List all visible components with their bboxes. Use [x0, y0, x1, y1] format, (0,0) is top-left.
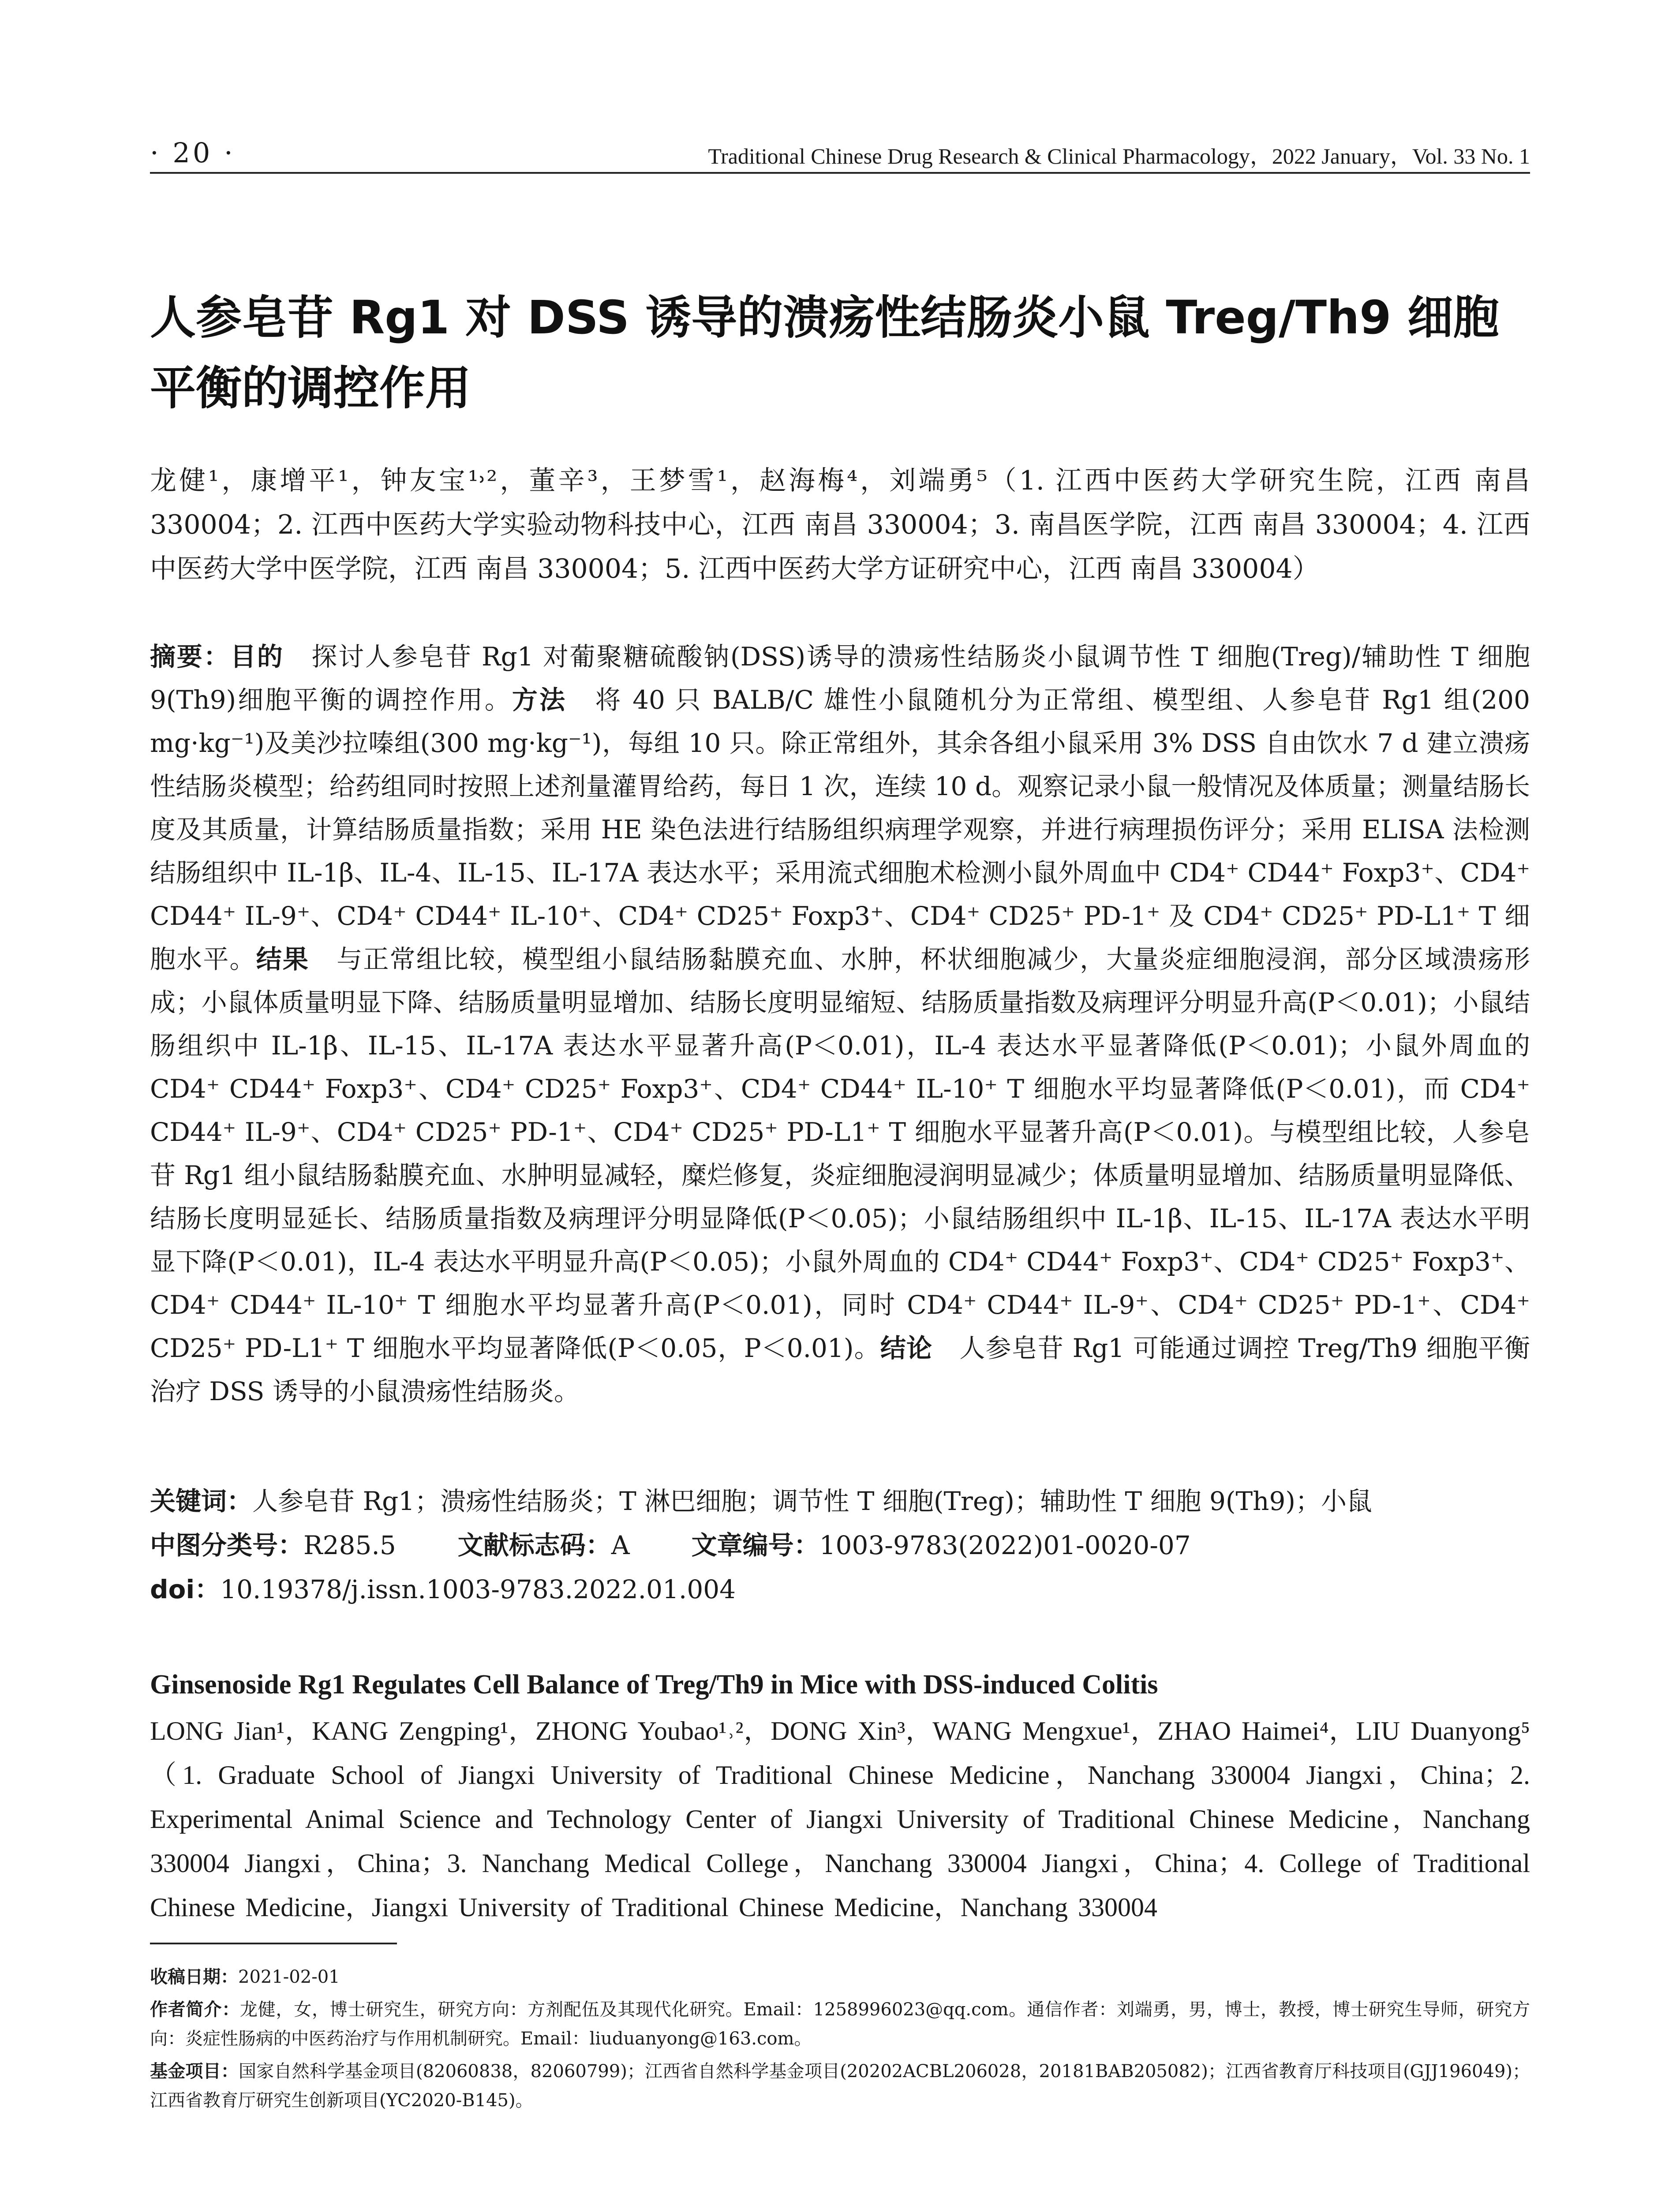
results-text: 与正常组比较，模型组小鼠结肠黏膜充血、水肿，杯状细胞减少，大量炎症细胞浸润，部分区域溃疡形成；小鼠体质量明显下降、结肠质量明显增加、结肠长度明显缩短、结肠质量指数及病理评分明显升高(P＜0.01)；小鼠结肠组织中 IL-1β、IL-15、IL-17A 表达水平显著升高(P＜0.01)，IL-4 表达水平显著降低(P＜0.01)；小鼠外周血的 CD4⁺ CD44⁺ Foxp3⁺、CD4⁺ CD25⁺ Foxp3⁺、CD4⁺ CD44⁺ IL-10⁺ T 细胞水平均显著降低(P＜0.01)，而 CD4⁺ CD44⁺ IL-9⁺、CD4⁺ CD25⁺ PD-1⁺、CD4⁺ CD25⁺ PD-L1⁺ T 细胞水平显著升高(P＜0.01)。与模型组比较，人参皂苷 Rg1 组小鼠结肠黏膜充血、水肿明显减轻，糜烂修复，炎症细胞浸润明显减少；体质量明显增加、结肠质量明显降低、结肠长度明显延长、结肠质量指数及病理评分明显降低(P＜0.05)；小鼠结肠组织中 IL-1β、IL-15、IL-17A 表达水平明显下降(P＜0.01)，IL-4 表达水平明显升高(P＜0.05)；小鼠外周血的 CD4⁺ CD44⁺ Foxp3⁺、CD4⁺ CD25⁺ Foxp3⁺、CD4⁺ CD44⁺ IL-10⁺ T 细胞水平均显著升高(P＜0.01)，同时 CD4⁺ CD44⁺ IL-9⁺、CD4⁺ CD25⁺ PD-1⁺、CD4⁺ CD25⁺ PD-L1⁺ T 细胞水平均显著降低(P＜0.05，P＜0.01)。: [150, 944, 1530, 1363]
clc-value: R285.5: [303, 1530, 396, 1560]
bio-label: 作者简介：: [150, 1999, 240, 2020]
conclusion-text: 人参皂苷 Rg1 可能通过调控 Treg/Th9 细胞平衡治疗 DSS 诱导的小鼠溃疡性结肠炎。: [150, 1333, 1530, 1406]
results-label: 结果: [256, 944, 310, 974]
english-authors: LONG Jian¹，KANG Zengping¹，ZHONG Youbao¹˒²，DONG Xin³，WANG Mengxue¹，ZHAO Haimei⁴，LIU Duanyong⁵（1. Graduate School of Jiangxi University of Traditional Chinese Medicine，Nanchang 330004 Jiangxi，China；2. Experimental Animal Science and Technology Center of Jiangxi University of Traditional Chinese Medicine，Nanchang 330004 Jiangxi，China；3. Nanchang Medical College，Nanchang 330004 Jiangxi，China；4. College of Traditional Chinese Medicine，Jiangxi University of Traditional Chinese Medicine，Nanchang 330004: [150, 1716, 1530, 1922]
fund-label: 基金项目：: [150, 2061, 239, 2082]
received-date: [150, 1962, 1530, 1992]
keywords-line: [150, 1480, 1530, 1523]
keywords-value: 人参皂苷 Rg1；溃疡性结肠炎；T 淋巴细胞；调节性 T 细胞(Treg)；辅助性 T 细胞 9(Th9)；小鼠: [252, 1486, 1373, 1516]
clc-label: 中图分类号：: [150, 1530, 304, 1560]
author-affiliations: 龙健¹，康增平¹，钟友宝¹˒²，董辛³，王梦雪¹，赵海梅⁴，刘端勇⁵（1. 江西中医药大学研究生院，江西 南昌 330004；2. 江西中医药大学实验动物科技中心，江西 南昌 330004；3. 南昌医学院，江西 南昌 330004；4. 江西中医药大学中医学院，江西 南昌 330004；5. 江西中医药大学方证研究中心，江西 南昌 330004）: [150, 465, 1530, 584]
received-value: 2021-02-01: [238, 1967, 340, 1987]
doi-line: [150, 1568, 1530, 1611]
doi-value[interactable]: 10.19378/j.issn.1003-9783.2022.01.004: [220, 1574, 736, 1604]
funding: [150, 2057, 1530, 2115]
running-header: [150, 132, 1530, 174]
article-title: 人参皂苷 Rg1 对 DSS 诱导的溃疡性结肠炎小鼠 Treg/Th9 细胞平衡的调控作用: [150, 291, 1499, 415]
classification-line: [150, 1524, 1530, 1567]
conclusion-label: 结论: [880, 1333, 933, 1363]
article-number-label: 文章编号：: [691, 1530, 819, 1560]
footnote-divider: [150, 1943, 397, 1944]
english-title: Ginsenoside Rg1 Regulates Cell Balance of Treg/Th9 in Mice with DSS-induced Colitis: [150, 1670, 1158, 1700]
doc-code-value: A: [611, 1530, 630, 1560]
article-number-value: 1003-9783(2022)01-0020-07: [819, 1530, 1191, 1560]
fund-value: 国家自然科学基金项目(82060838，82060799)；江西省自然科学基金项目(20202ACBL206028，20181BAB205082)；江西省教育厅科技项目(GJJ196049)；江西省教育厅研究生创新项目(YC2020-B145)。: [150, 2061, 1530, 2111]
page-number: · 20 ·: [150, 137, 236, 169]
footnotes: [150, 1962, 1530, 2119]
bio-value: 龙健，女，博士研究生，研究方向：方剂配伍及其现代化研究。Email：1258996023@qq.com。通信作者：刘端勇，男，博士，教授，博士研究生导师，研究方向：炎症性肠病的中医药治疗与作用机制研究。Email：liuduanyong@163.com。: [150, 1999, 1530, 2049]
author-bio: [150, 1995, 1530, 2053]
keywords-label: 关键词：: [150, 1486, 253, 1516]
doc-code-label: 文献标志码：: [457, 1530, 611, 1560]
received-label: 收稿日期：: [150, 1967, 238, 1987]
methods-text: 将 40 只 BALB/C 雄性小鼠随机分为正常组、模型组、人参皂苷 Rg1 组(200 mg·kg⁻¹)及美沙拉嗪组(300 mg·kg⁻¹)，每组 10 只。除正常组外，其余各组小鼠采用 3% DSS 自由饮水 7 d 建立溃疡性结肠炎模型；给药组同时按照上述剂量灌胃给药，每日 1 次，连续 10 d。观察记录小鼠一般情况及体质量；测量结肠长度及其质量，计算结肠质量指数；采用 HE 染色法进行结肠组织病理学观察，并进行病理损伤评分；采用 ELISA 法检测结肠组织中 IL-1β、IL-4、IL-15、IL-17A 表达水平；采用流式细胞术检测小鼠外周血中 CD4⁺ CD44⁺ Foxp3⁺、CD4⁺ CD44⁺ IL-9⁺、CD4⁺ CD44⁺ IL-10⁺、CD4⁺ CD25⁺ Foxp3⁺、CD4⁺ CD25⁺ PD-1⁺ 及 CD4⁺ CD25⁺ PD-L1⁺ T 细胞水平。: [150, 685, 1530, 974]
objective-text: 探讨人参皂苷 Rg1 对葡聚糖硫酸钠(DSS)诱导的溃疡性结肠炎小鼠调节性 T 细胞(Treg)/辅助性 T 细胞 9(Th9)细胞平衡的调控作用。: [150, 642, 1530, 715]
objective-label: 目的: [230, 642, 284, 672]
journal-citation: Traditional Chinese Drug Research & Clinical Pharmacology，2022 January，Vol. 33 No. 1: [708, 144, 1530, 168]
abstract-label: 摘要：: [150, 642, 231, 672]
methods-label: 方法: [512, 685, 567, 715]
abstract: [150, 635, 1530, 1413]
doi-label: doi：: [150, 1574, 221, 1604]
